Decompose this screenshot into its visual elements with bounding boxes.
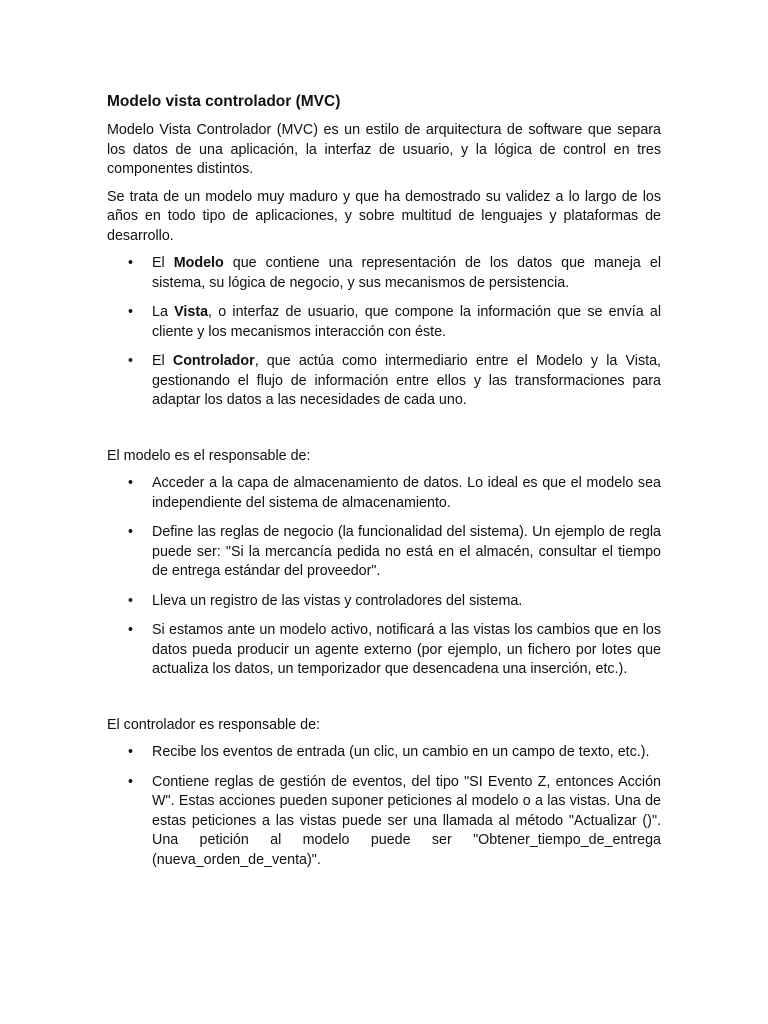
bullet-icon: • <box>128 353 134 369</box>
bullet-icon: • <box>128 622 134 638</box>
spacer <box>107 690 661 716</box>
controller-list <box>107 743 661 870</box>
item-text: Contiene reglas de gestión de eventos, del tipo "SI Evento Z, entonces Acción W". Estas acciones pueden suponer peticiones al modelo o a las vistas. Una de estas peticiones a las vistas puede ser una llamada al método "Actualizar ()". Una petición al modelo puede ser "Obtener_tiempo_de_entrega (nueva_orden_de_venta)". <box>152 773 661 868</box>
bullet-icon: • <box>128 475 134 491</box>
item-text: Acceder a la capa de almacenamiento de datos. Lo ideal es que el modelo sea independiente del sistema de almacenamiento. <box>152 475 661 511</box>
section-heading-controller: El controlador es responsable de: <box>107 716 320 733</box>
item-text: Lleva un registro de las vistas y controladores del sistema. <box>152 592 523 609</box>
intro-paragraph: Modelo Vista Controlador (MVC) es un estilo de arquitectura de software que separa los datos de una aplicación, la interfaz de usuario, y la lógica de control en tres componentes distintos. <box>107 122 661 177</box>
components-list <box>107 254 661 411</box>
item-text: Si estamos ante un modelo activo, notificará a las vistas los cambios que en los datos pueda producir un agente externo (por ejemplo, un fichero por lotes que actualiza los datos, un temporizador que desencadena una inserción, etc.). <box>152 622 661 677</box>
bullet-icon: • <box>128 524 134 540</box>
spacer <box>107 421 661 447</box>
bullet-icon: • <box>128 304 134 320</box>
item-text: Recibe los eventos de entrada (un clic, un cambio en un campo de texto, etc.). <box>152 744 650 760</box>
list-item <box>107 592 661 612</box>
list-item <box>107 523 661 582</box>
item-text-pre: El <box>152 353 173 369</box>
bullet-icon: • <box>128 255 134 271</box>
item-text-post: , o interfaz de usuario, que compone la información que se envía al cliente y los mecanismos interacción con éste. <box>152 304 661 340</box>
item-text-post: que contiene una representación de los datos que maneja el sistema, su lógica de negocio, y sus mecanismos de persistencia. <box>152 255 661 291</box>
section-heading-model: El modelo es el responsable de: <box>107 447 311 464</box>
item-term: Vista <box>174 304 209 320</box>
page-title: Modelo vista controlador (MVC) <box>107 93 341 110</box>
bullet-icon: • <box>128 592 134 609</box>
model-list <box>107 474 661 680</box>
item-text-pre: La <box>152 304 175 320</box>
list-item <box>107 254 661 293</box>
item-term: Modelo <box>173 255 224 271</box>
list-item <box>107 303 661 342</box>
list-item <box>107 352 661 411</box>
item-text-post: , que actúa como intermediario entre el Modelo y la Vista, gestionando el flujo de información entre ellos y las transformaciones para adaptar los datos a las necesidades de cada uno. <box>152 353 661 408</box>
intro-paragraph: Se trata de un modelo muy maduro y que ha demostrado su validez a lo largo de los años en todo tipo de aplicaciones, y sobre multitud de lenguajes y plataformas de desarrollo. <box>107 188 661 244</box>
list-item <box>107 621 661 680</box>
item-text-pre: El <box>152 255 174 271</box>
bullet-icon: • <box>128 773 134 790</box>
document-content <box>107 92 661 880</box>
item-text: Define las reglas de negocio (la funcionalidad del sistema). Un ejemplo de regla puede ser: "Si la mercancía pedida no está en el almacén, consultar el tiempo de entrega estándar del proveedor". <box>152 524 661 579</box>
item-term: Controlador <box>172 353 255 369</box>
list-item <box>107 474 661 513</box>
list-item <box>107 743 661 763</box>
bullet-icon: • <box>128 744 134 760</box>
list-item <box>107 773 661 871</box>
